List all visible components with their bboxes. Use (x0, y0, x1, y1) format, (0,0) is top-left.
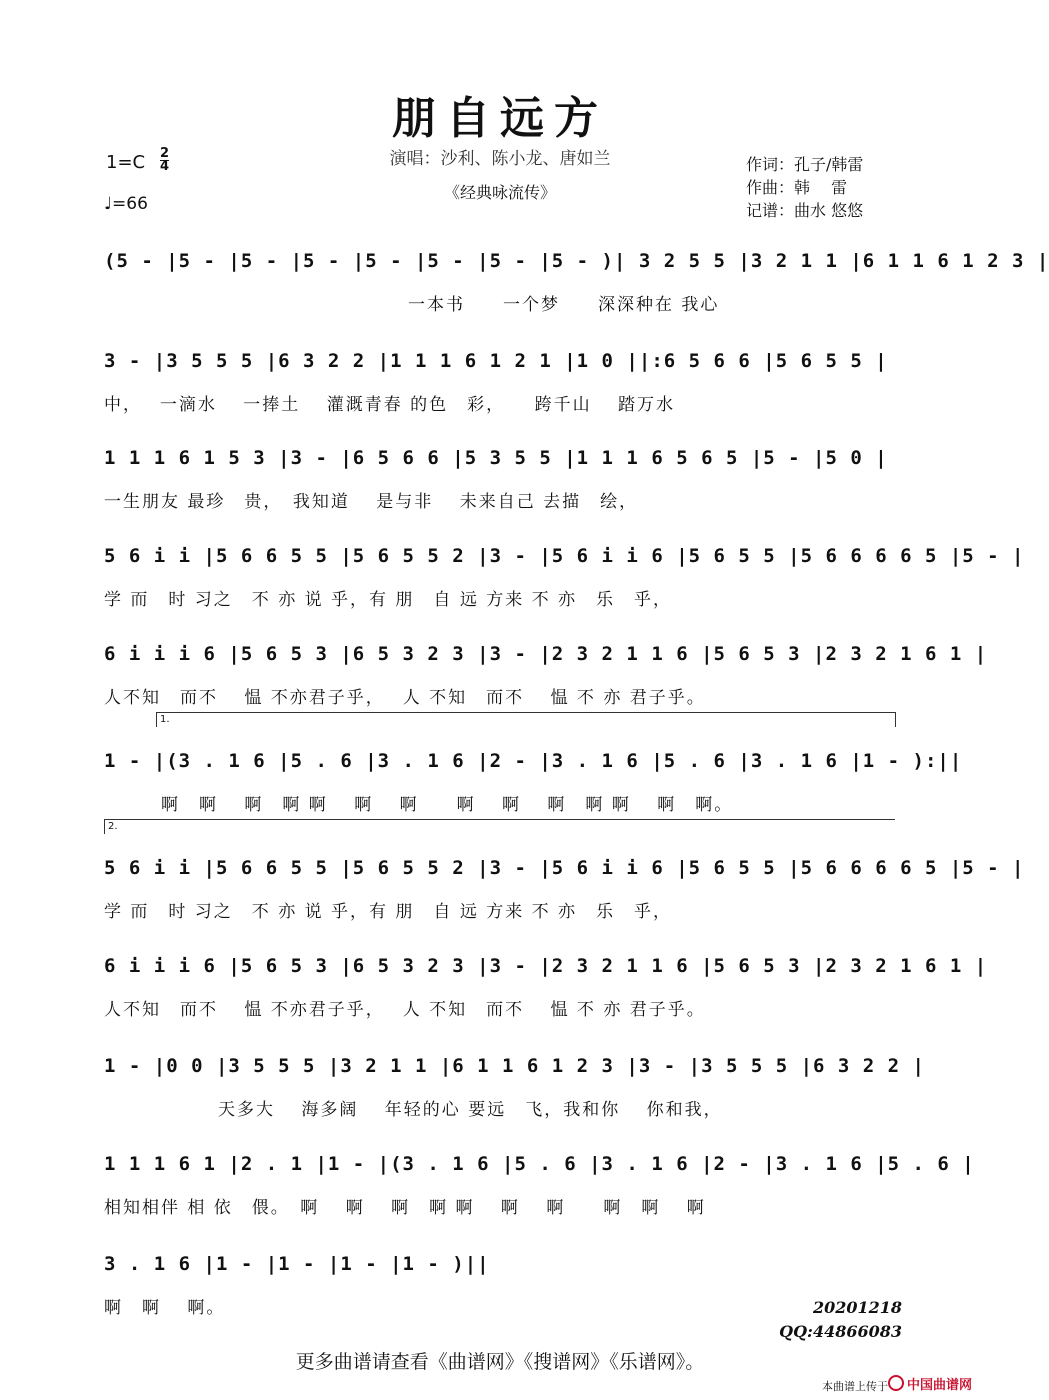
contact-qq: QQ:44866083 (779, 1322, 902, 1341)
tempo-marking: ♩=66 (104, 194, 148, 214)
first-ending-label: 1. (160, 714, 170, 725)
notation-line: 5 6 i i |5 6 6 5 5 |5 6 5 5 2 |3 - |5 6 i i 6 |5 6 5 5 |5 6 6 6 6 5 |5 - | (104, 545, 1025, 567)
logo-mark-icon (888, 1375, 904, 1391)
lyrics-line: 啊 啊 啊 啊 啊 啊 啊 啊 啊 啊 啊 啊 啊 啊。 (104, 795, 734, 815)
time-signature-bottom: 4 (160, 159, 170, 174)
logo-text: 中国曲谱网 (907, 1377, 973, 1393)
key-signature: 1=C (106, 152, 146, 173)
lyrics-line: 一生朋友 最珍 贵， 我知道 是与非 未来自己 去描 绘， (104, 492, 639, 512)
notation-line: 1 - |0 0 |3 5 5 5 |3 2 1 1 |6 1 1 6 1 2 3 |3 - |3 5 5 5 |6 3 2 2 | (104, 1055, 925, 1077)
lyrics-line: 人不知 而不 愠 不亦君子乎， 人 不知 而不 愠 不 亦 君子乎。 (104, 1000, 706, 1020)
lyrics-line: 人不知 而不 愠 不亦君子乎， 人 不知 而不 愠 不 亦 君子乎。 (104, 688, 706, 708)
lyrics-line: 啊 啊 啊。 (104, 1298, 226, 1318)
lyrics-line: 一本书 一个梦 深深种在 我心 (104, 295, 720, 315)
lyrics-line: 天多大 海多阔 年轻的心 要远 飞，我和你 你和我， (104, 1100, 723, 1120)
notation-line: 5 6 i i |5 6 6 5 5 |5 6 5 5 2 |3 - |5 6 i i 6 |5 6 5 5 |5 6 6 6 6 5 |5 - | (104, 857, 1025, 879)
notation-line: 1 - |(3 . 1 6 |5 . 6 |3 . 1 6 |2 - |3 . 1 6 |5 . 6 |3 . 1 6 |1 - ):|| (104, 750, 963, 772)
time-signature-top: 2 (160, 146, 170, 161)
second-ending-label: 2. (108, 821, 118, 832)
notation-line: 1 1 1 6 1 |2 . 1 |1 - |(3 . 1 6 |5 . 6 |3 . 1 6 |2 - |3 . 1 6 |5 . 6 | (104, 1153, 975, 1175)
notation-line: 6 i i i 6 |5 6 5 3 |6 5 3 2 3 |3 - |2 3 2 1 1 6 |5 6 5 3 |2 3 2 1 6 1 | (104, 955, 988, 977)
site-logo (888, 1372, 980, 1394)
performers: 演唱：沙利、陈小龙、唐如兰 (389, 149, 611, 169)
notation-line: 3 . 1 6 |1 - |1 - |1 - |1 - )|| (104, 1253, 490, 1275)
album-name: 《经典咏流传》 (443, 183, 556, 202)
lyrics-line: 学 而 时 习之 不 亦 说 乎，有 朋 自 远 方来 不 亦 乐 乎， (104, 902, 673, 922)
lyrics-line: 相知相伴 相 依 偎。 啊 啊 啊 啊 啊 啊 啊 啊 啊 啊 (104, 1198, 706, 1218)
notation-line: 3 - |3 5 5 5 |6 3 2 2 |1 1 1 6 1 2 1 |1 0 ||:6 5 6 6 |5 6 5 5 | (104, 350, 888, 372)
notation-line: 6 i i i 6 |5 6 5 3 |6 5 3 2 3 |3 - |2 3 2 1 1 6 |5 6 5 3 |2 3 2 1 6 1 | (104, 643, 988, 665)
composer-credit: 作曲：韩 雷 (746, 178, 848, 197)
transcriber-credit: 记谱：曲水 悠悠 (746, 201, 864, 220)
lyrics-line: 中， 一滴水 一捧土 灌溉青春 的色 彩， 跨千山 踏万水 (104, 395, 676, 415)
page-title: 朋自远方 (392, 93, 608, 144)
first-ending-bracket (156, 712, 896, 727)
transcription-date: 20201218 (812, 1298, 902, 1317)
upload-note: 本曲谱上传于 (822, 1380, 888, 1393)
credits (746, 153, 863, 222)
time-signature (160, 148, 169, 173)
lyricist-credit: 作词：孔子/韩雷 (746, 155, 864, 174)
lyrics-line: 学 而 时 习之 不 亦 说 乎，有 朋 自 远 方来 不 亦 乐 乎， (104, 590, 673, 610)
notation-line: 1 1 1 6 1 5 3 |3 - |6 5 6 6 |5 3 5 5 |1 1 1 6 5 6 5 |5 - |5 0 | (104, 447, 888, 469)
second-ending-bracket (104, 819, 895, 834)
notation-line: (5 - |5 - |5 - |5 - |5 - |5 - |5 - |5 - )| 3 2 5 5 |3 2 1 1 |6 1 1 6 1 2 3 | (104, 250, 1049, 272)
more-scores-notice: 更多曲谱请查看《曲谱网》《搜谱网》《乐谱网》。 (295, 1351, 705, 1373)
